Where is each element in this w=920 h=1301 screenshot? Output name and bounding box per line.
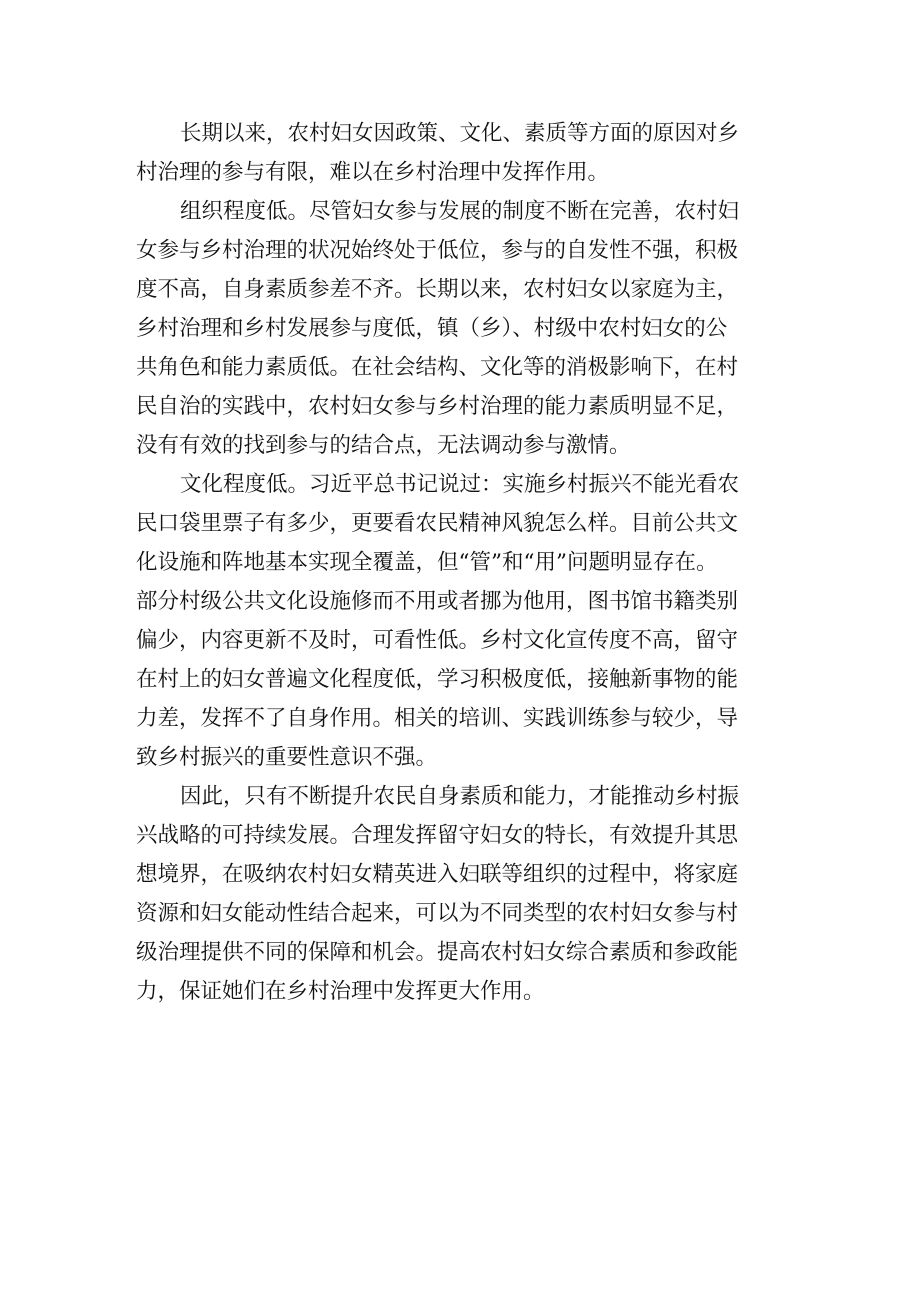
text-line: 组织程度低。尽管妇女参与发展的制度不断在完善，农村妇 <box>180 199 740 224</box>
text-line: 级治理提供不同的保障和机会。提高农村妇女综合素质和参政能 <box>136 940 739 965</box>
text-line: 没有有效的找到参与的结合点，无法调动参与激情。 <box>136 433 631 458</box>
paragraph-conclusion <box>136 777 786 1011</box>
paragraph-intro <box>136 114 786 192</box>
text-line: 力，保证她们在乡村治理中发挥更大作用。 <box>136 979 545 1004</box>
text-line: 部分村级公共文化设施修而不用或者挪为他用，图书馆书籍类别 <box>136 589 739 614</box>
text-line: 致乡村振兴的重要性意识不强。 <box>136 745 438 770</box>
paragraph-organization <box>136 192 786 465</box>
text-line: 村治理的参与有限，难以在乡村治理中发挥作用。 <box>136 160 610 185</box>
text-line: 偏少，内容更新不及时，可看性低。乡村文化宣传度不高，留守 <box>136 628 739 653</box>
text-line: 兴战略的可持续发展。合理发挥留守妇女的特长，有效提升其思 <box>136 823 739 848</box>
text-line: 女参与乡村治理的状况始终处于低位，参与的自发性不强，积极 <box>136 238 739 263</box>
text-line: 想境界，在吸纳农村妇女精英进入妇联等组织的过程中，将家庭 <box>136 862 739 887</box>
text-line: 民自治的实践中，农村妇女参与乡村治理的能力素质明显不足， <box>136 394 739 419</box>
text-line: 度不高，自身素质参差不齐。长期以来，农村妇女以家庭为主， <box>136 277 739 302</box>
text-line: 化设施和阵地基本实现全覆盖，但“管”和“用”问题明显存在。 <box>136 550 718 575</box>
text-line: 共角色和能力素质低。在社会结构、文化等的消极影响下，在村 <box>136 355 739 380</box>
text-line: 在村上的妇女普遍文化程度低，学习积极度低，接触新事物的能 <box>136 667 739 692</box>
paragraph-culture <box>136 465 786 777</box>
text-line: 乡村治理和乡村发展参与度低，镇（乡）、村级中农村妇女的公 <box>136 316 728 341</box>
text-line: 长期以来，农村妇女因政策、文化、素质等方面的原因对乡 <box>180 121 740 146</box>
text-line: 资源和妇女能动性结合起来，可以为不同类型的农村妇女参与村 <box>136 901 739 926</box>
text-line: 力差，发挥不了自身作用。相关的培训、实践训练参与较少，导 <box>136 706 739 731</box>
text-line: 文化程度低。习近平总书记说过：实施乡村振兴不能光看农 <box>180 472 740 497</box>
document-body <box>136 114 786 1011</box>
text-line: 民口袋里票子有多少，更要看农民精神风貌怎么样。目前公共文 <box>136 511 739 536</box>
text-line: 因此，只有不断提升农民自身素质和能力，才能推动乡村振 <box>180 784 740 809</box>
